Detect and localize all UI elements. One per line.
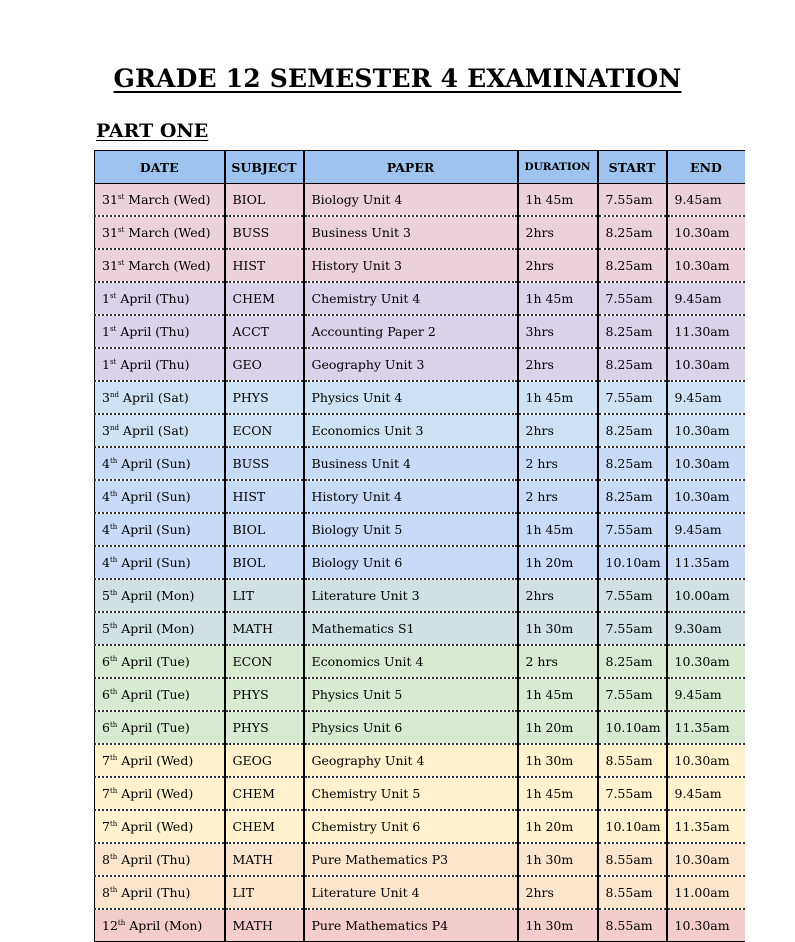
duration-cell: 2hrs <box>518 414 598 447</box>
duration-cell: 1h 20m <box>518 711 598 744</box>
start-cell: 7.55am <box>598 184 667 217</box>
start-cell: 8.25am <box>598 645 667 678</box>
duration-cell: 1h 45m <box>518 777 598 810</box>
duration-cell: 1h 45m <box>518 282 598 315</box>
duration-cell: 2 hrs <box>518 480 598 513</box>
date-month-weekday: April (Sun) <box>117 489 191 504</box>
start-cell: 7.55am <box>598 777 667 810</box>
subject-cell: LIT <box>225 876 304 909</box>
end-cell: 11.35am <box>667 711 745 744</box>
date-month-weekday: April (Mon) <box>125 918 203 933</box>
date-day: 8 <box>102 885 110 900</box>
duration-cell: 2hrs <box>518 249 598 282</box>
subject-cell: CHEM <box>225 810 304 843</box>
table-row <box>95 909 745 942</box>
duration-cell: 1h 30m <box>518 744 598 777</box>
start-cell: 7.55am <box>598 678 667 711</box>
table-row <box>95 546 745 579</box>
start-cell: 10.10am <box>598 810 667 843</box>
date-ordinal-suffix: th <box>109 721 118 729</box>
date-month-weekday: April (Thu) <box>117 852 191 867</box>
date-cell <box>95 480 225 513</box>
table-row <box>95 184 745 217</box>
table-row <box>95 744 745 777</box>
date-month-weekday: April (Tue) <box>117 654 190 669</box>
subject-cell: CHEM <box>225 777 304 810</box>
start-cell: 10.10am <box>598 711 667 744</box>
paper-cell: Literature Unit 4 <box>304 876 518 909</box>
date-ordinal-suffix: th <box>109 787 118 795</box>
date-day: 4 <box>102 555 110 570</box>
table-row <box>95 876 745 909</box>
paper-cell: Accounting Paper 2 <box>304 315 518 348</box>
duration-cell: 3hrs <box>518 315 598 348</box>
date-day: 1 <box>102 291 110 306</box>
date-month-weekday: April (Thu) <box>117 885 191 900</box>
date-month-weekday: April (Tue) <box>117 687 190 702</box>
table-row <box>95 678 745 711</box>
date-ordinal-suffix: th <box>109 853 118 861</box>
date-month-weekday: April (Mon) <box>117 588 195 603</box>
table-row <box>95 480 745 513</box>
duration-cell: 2 hrs <box>518 645 598 678</box>
table-row <box>95 711 745 744</box>
date-month-weekday: April (Thu) <box>116 357 190 372</box>
date-day: 4 <box>102 456 110 471</box>
end-cell: 9.45am <box>667 513 745 546</box>
date-cell <box>95 216 225 249</box>
date-month-weekday: March (Wed) <box>124 258 211 273</box>
start-cell: 10.10am <box>598 546 667 579</box>
subject-cell: MATH <box>225 612 304 645</box>
start-cell: 8.55am <box>598 876 667 909</box>
date-day: 7 <box>102 753 110 768</box>
subject-cell: GEO <box>225 348 304 381</box>
subject-cell: BIOL <box>225 513 304 546</box>
paper-cell: Geography Unit 3 <box>304 348 518 381</box>
date-month-weekday: April (Mon) <box>117 621 195 636</box>
end-cell: 9.45am <box>667 777 745 810</box>
end-cell: 11.35am <box>667 546 745 579</box>
start-cell: 8.25am <box>598 447 667 480</box>
date-month-weekday: March (Wed) <box>124 192 211 207</box>
duration-cell: 1h 45m <box>518 513 598 546</box>
end-cell: 9.45am <box>667 282 745 315</box>
date-day: 31 <box>102 192 118 207</box>
end-cell: 10.30am <box>667 249 745 282</box>
date-month-weekday: April (Wed) <box>117 786 194 801</box>
date-cell <box>95 414 225 447</box>
date-ordinal-suffix: th <box>109 688 118 696</box>
column-header-start: START <box>598 151 667 184</box>
date-month-weekday: April (Wed) <box>117 819 194 834</box>
column-header-duration: DURATION <box>518 151 598 184</box>
column-header-subject: SUBJECT <box>225 151 304 184</box>
date-ordinal-suffix: th <box>109 622 118 630</box>
date-day: 1 <box>102 357 110 372</box>
subject-cell: BIOL <box>225 184 304 217</box>
exam-timetable <box>94 150 745 942</box>
paper-cell: Biology Unit 6 <box>304 546 518 579</box>
date-month-weekday: March (Wed) <box>124 225 211 240</box>
duration-cell: 1h 30m <box>518 909 598 942</box>
date-day: 31 <box>102 258 118 273</box>
duration-cell: 2 hrs <box>518 447 598 480</box>
date-ordinal-suffix: st <box>117 193 125 201</box>
paper-cell: Chemistry Unit 5 <box>304 777 518 810</box>
end-cell: 10.30am <box>667 480 745 513</box>
duration-cell: 1h 45m <box>518 184 598 217</box>
end-cell: 9.45am <box>667 678 745 711</box>
paper-cell: Chemistry Unit 4 <box>304 282 518 315</box>
subject-cell: ECON <box>225 645 304 678</box>
date-ordinal-suffix: th <box>109 556 118 564</box>
subject-cell: ACCT <box>225 315 304 348</box>
date-month-weekday: April (Sun) <box>117 456 191 471</box>
subject-cell: MATH <box>225 843 304 876</box>
date-cell <box>95 876 225 909</box>
duration-cell: 2hrs <box>518 348 598 381</box>
end-cell: 10.30am <box>667 744 745 777</box>
date-cell <box>95 843 225 876</box>
subject-cell: HIST <box>225 249 304 282</box>
date-day: 6 <box>102 654 110 669</box>
date-cell <box>95 909 225 942</box>
paper-cell: History Unit 4 <box>304 480 518 513</box>
start-cell: 8.25am <box>598 216 667 249</box>
date-ordinal-suffix: st <box>109 292 117 300</box>
end-cell: 10.30am <box>667 645 745 678</box>
subject-cell: ECON <box>225 414 304 447</box>
date-month-weekday: April (Tue) <box>117 720 190 735</box>
start-cell: 8.25am <box>598 315 667 348</box>
table-row <box>95 282 745 315</box>
start-cell: 8.55am <box>598 843 667 876</box>
subject-cell: GEOG <box>225 744 304 777</box>
duration-cell: 1h 20m <box>518 546 598 579</box>
date-ordinal-suffix: th <box>109 457 118 465</box>
date-cell <box>95 381 225 414</box>
section-heading: PART ONE <box>96 120 209 142</box>
start-cell: 8.25am <box>598 414 667 447</box>
date-day: 6 <box>102 687 110 702</box>
date-month-weekday: April (Sat) <box>118 390 189 405</box>
date-cell <box>95 447 225 480</box>
table-row <box>95 414 745 447</box>
paper-cell: Biology Unit 5 <box>304 513 518 546</box>
paper-cell: Pure Mathematics P4 <box>304 909 518 942</box>
paper-cell: Geography Unit 4 <box>304 744 518 777</box>
date-day: 31 <box>102 225 118 240</box>
end-cell: 10.30am <box>667 414 745 447</box>
duration-cell: 1h 45m <box>518 678 598 711</box>
start-cell: 8.25am <box>598 249 667 282</box>
page-title: GRADE 12 SEMESTER 4 EXAMINATION <box>113 64 682 93</box>
start-cell: 7.55am <box>598 612 667 645</box>
date-month-weekday: April (Sat) <box>118 423 189 438</box>
date-ordinal-suffix: th <box>109 754 118 762</box>
date-cell <box>95 184 225 217</box>
table-header-row <box>95 151 745 184</box>
date-ordinal-suffix: st <box>117 259 125 267</box>
date-cell <box>95 315 225 348</box>
duration-cell: 1h 20m <box>518 810 598 843</box>
end-cell: 10.30am <box>667 843 745 876</box>
date-ordinal-suffix: th <box>109 886 118 894</box>
subject-cell: CHEM <box>225 282 304 315</box>
table-row <box>95 216 745 249</box>
start-cell: 7.55am <box>598 513 667 546</box>
paper-cell: Physics Unit 4 <box>304 381 518 414</box>
paper-cell: Mathematics S1 <box>304 612 518 645</box>
start-cell: 8.25am <box>598 348 667 381</box>
date-month-weekday: April (Sun) <box>117 555 191 570</box>
date-cell <box>95 348 225 381</box>
date-cell <box>95 249 225 282</box>
date-day: 4 <box>102 522 110 537</box>
column-header-date: DATE <box>95 151 225 184</box>
date-ordinal-suffix: st <box>109 358 117 366</box>
date-ordinal-suffix: th <box>109 523 118 531</box>
subject-cell: BIOL <box>225 546 304 579</box>
date-ordinal-suffix: nd <box>109 391 119 399</box>
end-cell: 9.45am <box>667 184 745 217</box>
date-day: 8 <box>102 852 110 867</box>
date-day: 3 <box>102 423 110 438</box>
date-cell <box>95 777 225 810</box>
date-day: 6 <box>102 720 110 735</box>
table-row <box>95 249 745 282</box>
start-cell: 8.55am <box>598 744 667 777</box>
table-row <box>95 843 745 876</box>
end-cell: 10.30am <box>667 909 745 942</box>
end-cell: 9.45am <box>667 381 745 414</box>
end-cell: 11.00am <box>667 876 745 909</box>
subject-cell: PHYS <box>225 678 304 711</box>
date-day: 7 <box>102 786 110 801</box>
date-day: 5 <box>102 588 110 603</box>
paper-cell: Pure Mathematics P3 <box>304 843 518 876</box>
duration-cell: 1h 45m <box>518 381 598 414</box>
table-row <box>95 777 745 810</box>
table-row <box>95 447 745 480</box>
start-cell: 7.55am <box>598 579 667 612</box>
end-cell: 11.35am <box>667 810 745 843</box>
subject-cell: MATH <box>225 909 304 942</box>
date-day: 12 <box>102 918 118 933</box>
date-cell <box>95 282 225 315</box>
duration-cell: 2hrs <box>518 579 598 612</box>
date-ordinal-suffix: th <box>109 589 118 597</box>
start-cell: 7.55am <box>598 381 667 414</box>
paper-cell: Chemistry Unit 6 <box>304 810 518 843</box>
duration-cell: 2hrs <box>518 876 598 909</box>
date-cell <box>95 711 225 744</box>
paper-cell: Economics Unit 4 <box>304 645 518 678</box>
subject-cell: HIST <box>225 480 304 513</box>
subject-cell: BUSS <box>225 447 304 480</box>
date-day: 1 <box>102 324 110 339</box>
paper-cell: Biology Unit 4 <box>304 184 518 217</box>
date-cell <box>95 546 225 579</box>
date-cell <box>95 744 225 777</box>
subject-cell: BUSS <box>225 216 304 249</box>
duration-cell: 2hrs <box>518 216 598 249</box>
date-cell <box>95 579 225 612</box>
end-cell: 10.00am <box>667 579 745 612</box>
paper-cell: Physics Unit 6 <box>304 711 518 744</box>
date-day: 7 <box>102 819 110 834</box>
table-row <box>95 579 745 612</box>
duration-cell: 1h 30m <box>518 843 598 876</box>
table-row <box>95 315 745 348</box>
duration-cell: 1h 30m <box>518 612 598 645</box>
date-cell <box>95 678 225 711</box>
start-cell: 8.25am <box>598 480 667 513</box>
date-day: 4 <box>102 489 110 504</box>
table-row <box>95 381 745 414</box>
table-row <box>95 348 745 381</box>
end-cell: 10.30am <box>667 348 745 381</box>
start-cell: 8.55am <box>598 909 667 942</box>
date-month-weekday: April (Wed) <box>117 753 194 768</box>
paper-cell: Literature Unit 3 <box>304 579 518 612</box>
table-row <box>95 513 745 546</box>
end-cell: 10.30am <box>667 216 745 249</box>
table-row <box>95 645 745 678</box>
column-header-end: END <box>667 151 745 184</box>
column-header-paper: PAPER <box>304 151 518 184</box>
subject-cell: PHYS <box>225 711 304 744</box>
date-ordinal-suffix: th <box>109 820 118 828</box>
date-ordinal-suffix: th <box>109 490 118 498</box>
start-cell: 7.55am <box>598 282 667 315</box>
subject-cell: LIT <box>225 579 304 612</box>
date-ordinal-suffix: st <box>117 226 125 234</box>
date-day: 5 <box>102 621 110 636</box>
date-cell <box>95 612 225 645</box>
date-day: 3 <box>102 390 110 405</box>
date-cell <box>95 645 225 678</box>
date-cell <box>95 810 225 843</box>
date-ordinal-suffix: nd <box>109 424 119 432</box>
date-month-weekday: April (Sun) <box>117 522 191 537</box>
date-ordinal-suffix: th <box>109 655 118 663</box>
end-cell: 9.30am <box>667 612 745 645</box>
end-cell: 10.30am <box>667 447 745 480</box>
date-ordinal-suffix: st <box>109 325 117 333</box>
paper-cell: Business Unit 3 <box>304 216 518 249</box>
end-cell: 11.30am <box>667 315 745 348</box>
date-cell <box>95 513 225 546</box>
date-month-weekday: April (Thu) <box>116 324 190 339</box>
paper-cell: Physics Unit 5 <box>304 678 518 711</box>
table-row <box>95 810 745 843</box>
paper-cell: Business Unit 4 <box>304 447 518 480</box>
date-month-weekday: April (Thu) <box>116 291 190 306</box>
subject-cell: PHYS <box>225 381 304 414</box>
date-ordinal-suffix: th <box>117 919 126 927</box>
paper-cell: History Unit 3 <box>304 249 518 282</box>
paper-cell: Economics Unit 3 <box>304 414 518 447</box>
table-row <box>95 612 745 645</box>
